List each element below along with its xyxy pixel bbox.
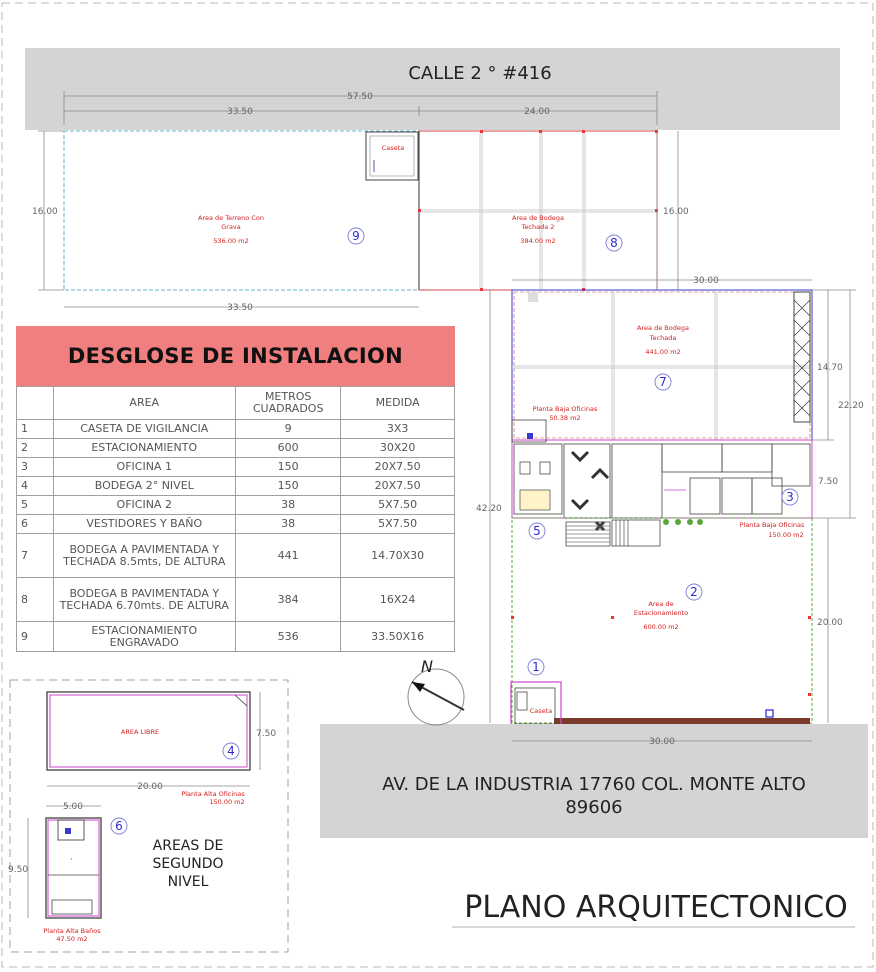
- dim-24-00: 24.00: [524, 107, 550, 117]
- row-measure: 33.50X16: [341, 622, 455, 652]
- marker-7: [655, 374, 671, 390]
- pao-label-2: 150.00 m2: [209, 798, 245, 806]
- header-square-meters: METROS CUADRADOS: [236, 387, 341, 420]
- pab-label-2: 47.50 m2: [56, 935, 88, 943]
- table-row: [17, 496, 455, 515]
- row-m2: 441: [236, 534, 341, 578]
- row-area: VESTIDORES Y BAÑO: [53, 515, 236, 534]
- row-m2: 384: [236, 578, 341, 622]
- dim-33-50-top: 33.50: [227, 107, 253, 117]
- svg-text:5: 5: [533, 524, 541, 538]
- header-measure: MEDIDA: [341, 387, 455, 420]
- marker-3: [782, 489, 798, 505]
- row-area: BODEGA B PAVIMENTADA Y TECHADA 6.70mts. DE ALTURA: [53, 578, 236, 622]
- area-8-label-1: Area de Bodega: [512, 214, 564, 222]
- table-title: DESGLOSE DE INSTALACION: [16, 326, 455, 386]
- area-2-parking: [511, 518, 812, 724]
- dim-30-00-bottom: 30.00: [649, 737, 675, 747]
- table-row: [17, 622, 455, 652]
- caseta-top-label: Caseta: [381, 144, 405, 152]
- row-measure: 30X20: [341, 439, 455, 458]
- area-7-label-2: Techada: [649, 334, 677, 342]
- north-arrow-icon: [408, 657, 464, 725]
- left-dimensions: [32, 131, 419, 313]
- dim-7-50: 7.50: [818, 477, 839, 487]
- row-measure: 20X7.50: [341, 477, 455, 496]
- marker-1: [528, 659, 544, 675]
- table-row: [17, 477, 455, 496]
- svg-text:2: 2: [690, 585, 698, 599]
- dim-20-00-small: 20.00: [137, 782, 163, 792]
- second-level-label-2: SEGUNDO: [152, 856, 224, 872]
- area-9-label-1: Area de Terreno Con: [198, 214, 264, 222]
- row-area: CASETA DE VIGILANCIA: [53, 420, 236, 439]
- pbo2-label-1: Planta Baja Oficinas: [739, 521, 805, 529]
- row-number: 4: [17, 477, 54, 496]
- installation-breakdown-table: [16, 326, 455, 652]
- dim-16-00-right: 16.00: [663, 207, 689, 217]
- marker-5: [529, 523, 545, 539]
- second-level-label-3: NIVEL: [167, 874, 209, 890]
- north-label: N: [421, 657, 433, 676]
- dim-42-20: 42.20: [476, 504, 502, 514]
- table-row: [17, 578, 455, 622]
- area-9-label-3: 536.00 m2: [213, 237, 249, 245]
- marker-2: [686, 584, 702, 600]
- row-m2: 150: [236, 477, 341, 496]
- row-m2: 9: [236, 420, 341, 439]
- dim-30-00-top: 30.00: [693, 276, 719, 286]
- dim-7-50-small: 7.50: [256, 729, 277, 739]
- area-9-label-2: Grava: [221, 223, 241, 231]
- svg-text:·: ·: [70, 855, 73, 865]
- row-measure: 20X7.50: [341, 458, 455, 477]
- row-number: 3: [17, 458, 54, 477]
- table-row: [17, 420, 455, 439]
- top-street-label: CALLE 2 ° #416: [408, 63, 552, 84]
- row-measure: 5X7.50: [341, 515, 455, 534]
- marker-6: [111, 818, 127, 834]
- header-area: AREA: [53, 387, 236, 420]
- pbo2-label-2: 150.00 m2: [768, 531, 804, 539]
- svg-text:3: 3: [786, 490, 794, 504]
- second-level-label-1: AREAS DE: [152, 838, 224, 854]
- area-7-label-1: Area de Bodega: [637, 324, 689, 332]
- area-8-warehouse: [418, 130, 658, 291]
- row-number: 5: [17, 496, 54, 515]
- table-row: [17, 458, 455, 477]
- marker-4: [223, 743, 239, 759]
- pab-label-1: Planta Alta Baños: [43, 927, 101, 935]
- dim-14-70: 14.70: [817, 363, 843, 373]
- row-area: ESTACIONAMIENTO ENGRAVADO: [53, 622, 236, 652]
- svg-text:6: 6: [115, 819, 123, 833]
- area-2-label-1: Area de: [648, 600, 674, 608]
- row-number: 9: [17, 622, 54, 652]
- row-number: 2: [17, 439, 54, 458]
- pao-label-1: Planta Alta Oficinas: [181, 790, 245, 798]
- row-area: BODEGA A PAVIMENTADA Y TECHADA 8.5mts, DE ALTURA: [53, 534, 236, 578]
- area-2-label-2: Estacionamiento: [633, 609, 689, 617]
- table-row: [17, 515, 455, 534]
- dim-20-00-right: 20.00: [817, 618, 843, 628]
- area-8-label-2: Techada 2: [521, 223, 555, 231]
- svg-text:9: 9: [352, 229, 360, 243]
- area-7-label-3: 441.00 m2: [645, 348, 681, 356]
- caseta-top: [366, 132, 418, 180]
- svg-text:7: 7: [659, 375, 667, 389]
- row-measure: 14.70X30: [341, 534, 455, 578]
- svg-text:1: 1: [532, 660, 540, 674]
- row-area: BODEGA 2° NIVEL: [53, 477, 236, 496]
- table-row: [17, 439, 455, 458]
- table-row: [17, 534, 455, 578]
- dim-9-50: 9.50: [8, 865, 29, 875]
- row-m2: 38: [236, 515, 341, 534]
- dim-57-50: 57.50: [347, 92, 373, 102]
- plan-title: PLANO ARQUITECTONICO: [464, 890, 848, 925]
- dim-16-00-left: 16.00: [32, 207, 58, 217]
- area-2-label-3: 600.00 m2: [643, 623, 679, 631]
- svg-text:8: 8: [610, 236, 618, 250]
- row-number: 7: [17, 534, 54, 578]
- pbo-label-2: 50.38 m2: [549, 414, 581, 422]
- row-number: 8: [17, 578, 54, 622]
- bottom-street-line-1: AV. DE LA INDUSTRIA 17760 COL. MONTE ALTO: [382, 774, 806, 795]
- row-area: ESTACIONAMIENTO: [53, 439, 236, 458]
- row-area: OFICINA 1: [53, 458, 236, 477]
- row-measure: 5X7.50: [341, 496, 455, 515]
- breakdown-table: [16, 386, 455, 652]
- top-street: [25, 48, 840, 130]
- row-measure: 16X24: [341, 578, 455, 622]
- marker-9: [348, 228, 364, 244]
- bottom-street-line-2: 89606: [565, 797, 623, 818]
- dim-22-20: 22.20: [838, 401, 864, 411]
- row-m2: 38: [236, 496, 341, 515]
- row-m2: 150: [236, 458, 341, 477]
- pbo-label-1: Planta Baja Oficinas: [532, 405, 598, 413]
- row-m2: 536: [236, 622, 341, 652]
- header-number: [17, 387, 54, 420]
- marker-8: [606, 235, 622, 251]
- svg-text:4: 4: [227, 744, 235, 758]
- dim-33-50-bottom: 33.50: [227, 303, 253, 313]
- caseta-booth-label: Caseta: [529, 707, 553, 715]
- area-4-level2: [47, 692, 276, 792]
- row-measure: 3X3: [341, 420, 455, 439]
- area-libre-label: AREA LIBRE: [120, 728, 160, 736]
- row-number: 6: [17, 515, 54, 534]
- area-6-level2: [8, 802, 101, 918]
- area-8-label-3: 384.00 m2: [520, 237, 556, 245]
- dim-5-00: 5.00: [62, 802, 84, 812]
- table-header-row: [17, 387, 455, 420]
- row-number: 1: [17, 420, 54, 439]
- row-area: OFICINA 2: [53, 496, 236, 515]
- row-m2: 600: [236, 439, 341, 458]
